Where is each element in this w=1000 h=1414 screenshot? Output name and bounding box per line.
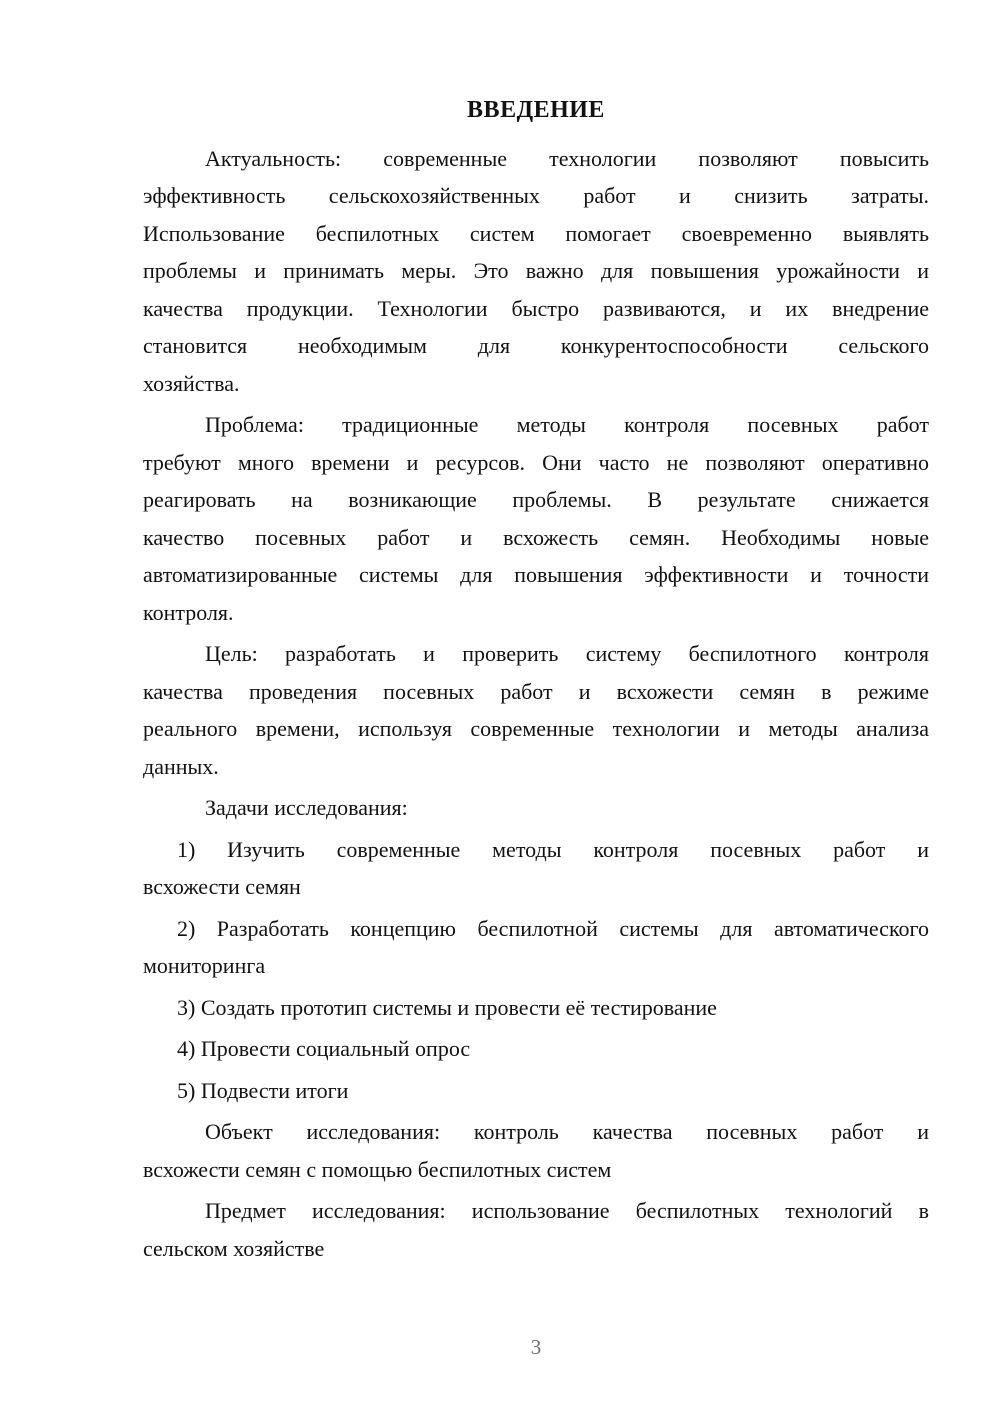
text-line: реагировать на возникающие проблемы. В результате снижается	[143, 487, 929, 512]
text-line: 3) Создать прототип системы и провести её тестирование	[177, 994, 717, 1020]
text-line: контроля.	[143, 599, 234, 625]
text-line: автоматизированные системы для повышения эффективности и точности	[143, 562, 929, 587]
text-line: проблемы и принимать меры. Это важно для повышения урожайности и	[143, 258, 929, 283]
text-line: эффективность сельскохозяйственных работ и снизить затраты.	[143, 183, 929, 208]
text-line: качества продукции. Технологии быстро развиваются, и их внедрение	[143, 295, 929, 321]
text-line: 1) Изучить современные методы контроля посевных работ и	[177, 836, 929, 862]
list-item	[143, 910, 929, 985]
text-line: Задачи исследования:	[205, 795, 408, 820]
text-line: Использование беспилотных систем помогает своевременно выявлять	[143, 220, 929, 246]
list-item	[143, 1030, 929, 1068]
text-line: 2) Разработать концепцию беспилотной системы для автоматического	[177, 915, 929, 941]
text-line: всхожести семян	[143, 874, 301, 899]
list-item	[143, 989, 929, 1027]
text-line: всхожести семян с помощью беспилотных систем	[143, 1156, 612, 1182]
text-line: данных.	[143, 753, 219, 779]
text-line: Предмет исследования: использование беспилотных технологий в	[205, 1198, 929, 1223]
text-line: хозяйства.	[143, 370, 240, 396]
text-line: Актуальность: современные технологии позволяют повысить	[205, 145, 929, 171]
paragraph	[143, 789, 929, 827]
paragraph	[143, 406, 929, 631]
paragraph	[143, 1113, 929, 1188]
text-line: Проблема: традиционные методы контроля посевных работ	[205, 412, 929, 437]
text-line: становится необходимым для конкурентоспособности сельского	[143, 333, 929, 358]
text-line: реального времени, используя современные технологии и методы анализа	[143, 716, 929, 741]
document-title: ВВЕДЕНИЕ	[467, 97, 605, 123]
text-line: качества проведения посевных работ и всхожести семян в режиме	[143, 678, 929, 704]
page-number: 3	[530, 1335, 542, 1359]
page-footer	[143, 1329, 929, 1367]
text-line: 5) Подвести итоги	[177, 1077, 349, 1103]
text-line: Цель: разработать и проверить систему беспилотного контроля	[205, 641, 929, 666]
paragraph	[143, 140, 929, 403]
paragraph	[143, 635, 929, 785]
paragraph	[143, 1192, 929, 1267]
text-line: сельском хозяйстве	[143, 1235, 325, 1261]
list-item	[143, 831, 929, 906]
text-line: 4) Провести социальный опрос	[177, 1036, 471, 1061]
list-item	[143, 1072, 929, 1110]
text-line: мониторинга	[143, 953, 266, 978]
document-body	[143, 140, 929, 1268]
text-line: Объект исследования: контроль качества посевных работ и	[205, 1119, 929, 1144]
text-line: требуют много времени и ресурсов. Они часто не позволяют оперативно	[143, 449, 929, 475]
text-line: качество посевных работ и всхожесть семян. Необходимы новые	[143, 524, 929, 550]
